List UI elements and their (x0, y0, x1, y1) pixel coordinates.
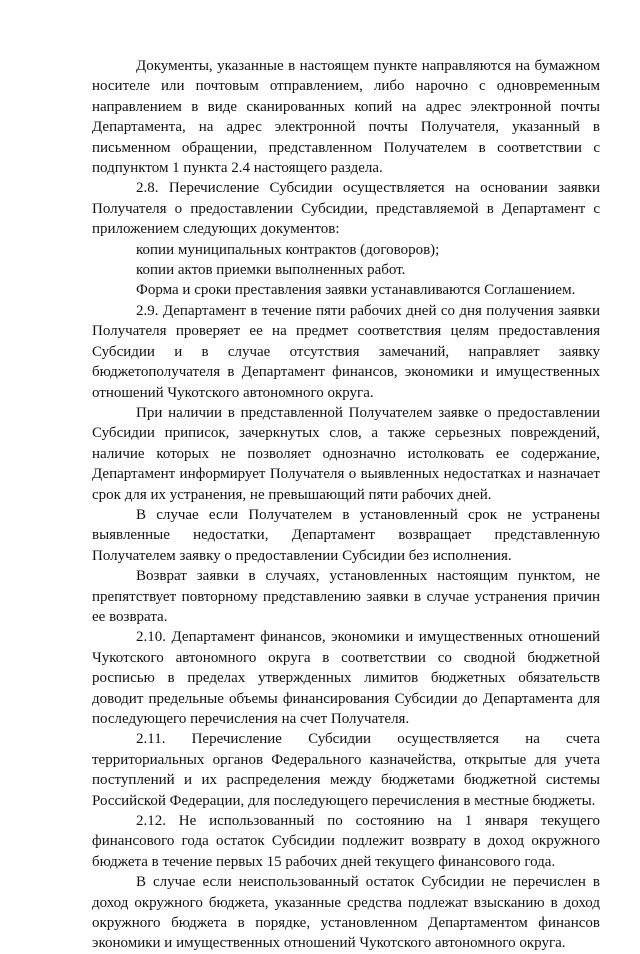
paragraph-form-terms: Форма и сроки преставления заявки устанавливаются Соглашением. (136, 282, 576, 299)
paragraph-deficiencies: При наличии в представленной Получателем заявке о предоставлении Субсидии приписок, зачеркнутых слов, а также серьезных повреждений, наличие которых не позволяет однозначно истолковать ее содержание, Департамент информирует Получателя о выявленных недостатках и назначает срок для их устранения, не превышающий пяти рабочих дней. (92, 404, 600, 503)
paragraph-2-8: 2.8. Перечисление Субсидии осуществляется на основании заявки Получателя о предоставлении Субсидии, представляемой в Департамент с приложением следующих документов: (92, 180, 600, 238)
paragraph-2-12: 2.12. Не использованный по состоянию на 1 января текущего финансового года остаток Субсидии подлежит возврату в доход окружного бюджета в течение первых 15 рабочих дней текущего финансового года. (92, 813, 600, 870)
paragraph-documents-delivery: Документы, указанные в настоящем пункте направляются на бумажном носителе или почтовым отправлением, либо нарочно с одновременным направлением в виде сканированных копий на адрес электронной почты Департамента, на адрес электронной почты Получателя, указанный в письменном обращении, представленном Получателем в соответствии с подпунктом 1 пункта 2.4 настоящего раздела. (92, 58, 600, 177)
list-item-contracts: копии муниципальных контрактов (договоров); (136, 241, 440, 258)
paragraph-return: Возврат заявки в случаях, установленных настоящим пунктом, не препятствует повторному представлению заявки в случае устранения причин ее возврата. (92, 568, 600, 625)
paragraph-recovery: В случае если неиспользованный остаток Субсидии не перечислен в доход окружного бюджета, указанные средства подлежат взысканию в доход окружного бюджета в порядке, установленном Департаментом финансов экономики и имущественных отношений Чукотского автономного округа. (92, 874, 600, 952)
paragraph-2-10: 2.10. Департамент финансов, экономики и имущественных отношений Чукотского автономного округа в соответствии со сводной бюджетной росписью в пределах утвержденных лимитов бюджетных обязательств доводит предельные объемы финансирования Субсидии до Департамента для последующего перечисления на счет Получателя. (92, 629, 600, 727)
paragraph-not-fixed: В случае если Получателем в установленный срок не устранены выявленные недостатки, Департамент возвращает представленную Получателем заявку о предоставлении Субсидии без исполнения. (92, 506, 600, 564)
paragraph-2-11: 2.11. Перечисление Субсидии осуществляется на счета территориальных органов Федерального казначейства, открытые для учета поступлений и их распределения между бюджетами бюджетной системы Российской Федерации, для последующего перечисления в местные бюджеты. (92, 731, 600, 809)
list-item-acts: копии актов приемки выполненных работ. (136, 262, 406, 279)
document-page (92, 56, 600, 954)
paragraph-2-9: 2.9. Департамент в течение пяти рабочих дней со дня получения заявки Получателя проверяет ее на предмет соответствия целям предоставления Субсидии и в случае отсутствия замечаний, направляет заявку бюджетополучателя в Департамент финансов, экономики и имущественных отношений Чукотского автономного округа. (92, 302, 600, 401)
